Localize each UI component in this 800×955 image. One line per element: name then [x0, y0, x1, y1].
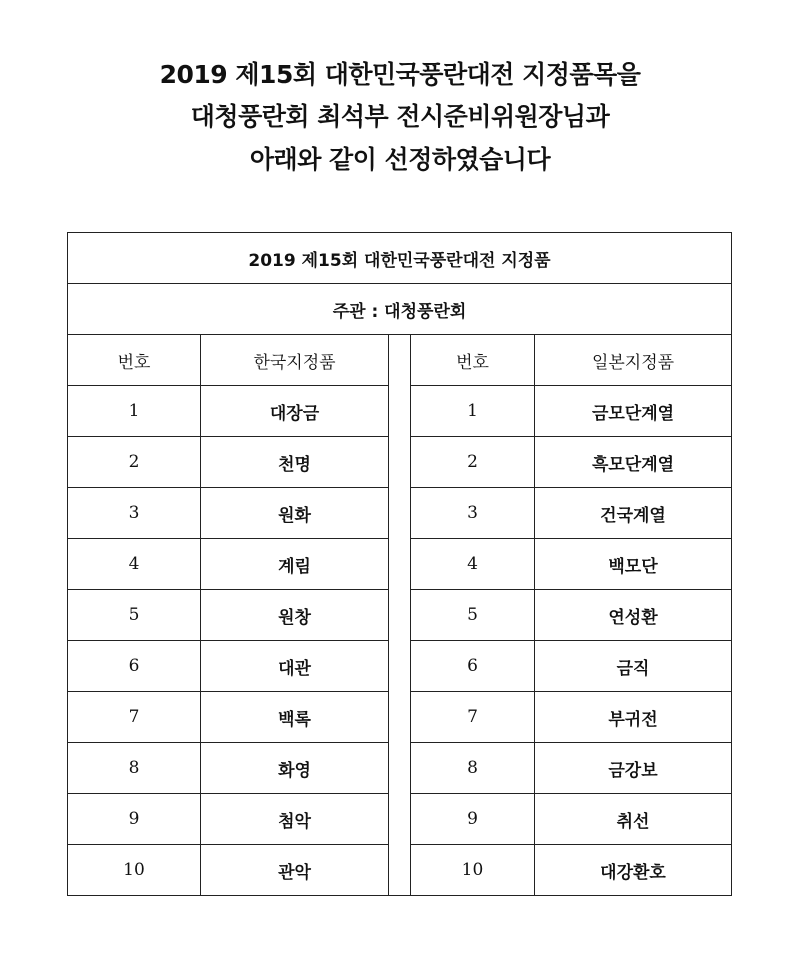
japan-number: 5: [411, 590, 535, 641]
header-korea-number: 번호: [68, 335, 201, 386]
japan-variety: 부귀전: [535, 692, 732, 743]
headline-line-2: 대청풍란회 최석부 전시준비위원장님과: [190, 102, 610, 131]
korea-variety: 천명: [201, 437, 389, 488]
japan-variety: 금직: [535, 641, 732, 692]
korea-number: 8: [68, 743, 201, 794]
japan-number: 6: [411, 641, 535, 692]
header-japan-variety: 일본지정품: [535, 335, 732, 386]
column-divider: [389, 335, 411, 896]
japan-variety: 백모단: [535, 539, 732, 590]
table-host-row: [68, 284, 732, 335]
korea-number: 5: [68, 590, 201, 641]
korea-number: 1: [68, 386, 201, 437]
japan-number: 8: [411, 743, 535, 794]
korea-variety: 원창: [201, 590, 389, 641]
korea-variety: 첨악: [201, 794, 389, 845]
header-japan-number: 번호: [411, 335, 535, 386]
japan-variety: 취선: [535, 794, 732, 845]
headline-line-3: 아래와 같이 선정하였습니다: [249, 145, 551, 174]
japan-number: 9: [411, 794, 535, 845]
japan-variety: 건국계열: [535, 488, 732, 539]
korea-variety: 대장금: [201, 386, 389, 437]
table-header-row: [68, 335, 732, 386]
header-korea-variety: 한국지정품: [201, 335, 389, 386]
korea-variety: 계림: [201, 539, 389, 590]
korea-number: 9: [68, 794, 201, 845]
korea-variety: 백록: [201, 692, 389, 743]
table-host: 주관 : 대청풍란회: [68, 284, 732, 335]
japan-number: 1: [411, 386, 535, 437]
korea-variety: 원화: [201, 488, 389, 539]
korea-variety: 화영: [201, 743, 389, 794]
japan-variety: 흑모단계열: [535, 437, 732, 488]
headline-line-1: 2019 제15회 대한민국풍란대전 지정품목을: [159, 60, 641, 89]
korea-number: 7: [68, 692, 201, 743]
japan-variety: 금모단계열: [535, 386, 732, 437]
japan-number: 4: [411, 539, 535, 590]
japan-number: 7: [411, 692, 535, 743]
korea-variety: 대관: [201, 641, 389, 692]
japan-variety: 연성환: [535, 590, 732, 641]
korea-number: 6: [68, 641, 201, 692]
table-title: 2019 제15회 대한민국풍란대전 지정품: [68, 233, 732, 284]
japan-variety: 금강보: [535, 743, 732, 794]
korea-number: 3: [68, 488, 201, 539]
japan-number: 10: [411, 845, 535, 896]
korea-number: 10: [68, 845, 201, 896]
korea-number: 4: [68, 539, 201, 590]
designated-varieties-table: [67, 232, 732, 896]
japan-variety: 대강환호: [535, 845, 732, 896]
korea-number: 2: [68, 437, 201, 488]
japan-number: 2: [411, 437, 535, 488]
table-title-row: [68, 233, 732, 284]
japan-number: 3: [411, 488, 535, 539]
korea-variety: 관악: [201, 845, 389, 896]
